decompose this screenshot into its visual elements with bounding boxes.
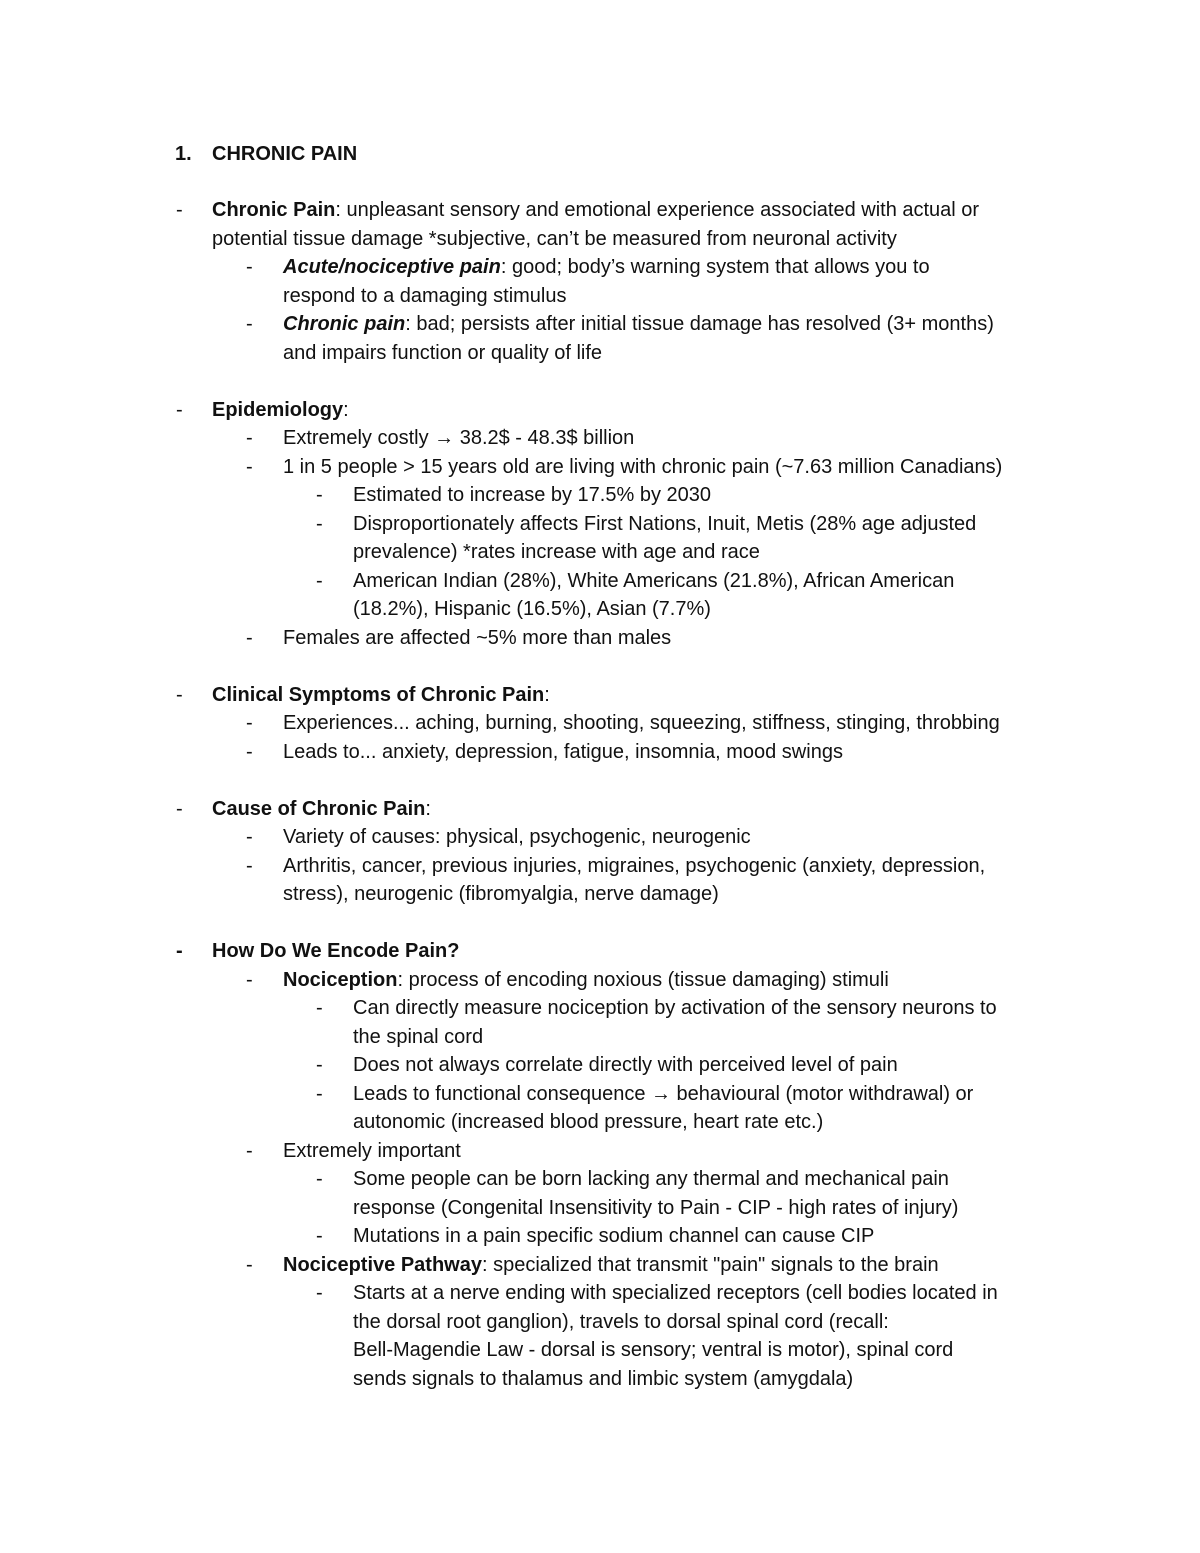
list-item-continuation: potential tissue damage *subjective, can’t be measured from neuronal activity [212,227,897,250]
bullet-dash: - [176,683,183,706]
bullet-dash: - [246,626,253,649]
list-item: - Mutations in a pain specific sodium channel can cause CIP [0,1222,1200,1251]
bullet-dash: - [246,455,253,478]
list-item: - Disproportionately affects First Nations, Inuit, Metis (28% age adjusted [0,510,1200,539]
list-item: - Leads to... anxiety, depression, fatigue, insomnia, mood swings [0,738,1200,767]
list-item: - Arthritis, cancer, previous injuries, migraines, psychogenic (anxiety, depression, [0,852,1200,881]
list-item: - Starts at a nerve ending with specialized receptors (cell bodies located in [0,1279,1200,1308]
term-cause: Cause of Chronic Pain [212,797,426,820]
list-item-continuation: (18.2%), Hispanic (16.5%), Asian (7.7%) [353,598,711,620]
list-item-continuation: Bell-Magendie Law - dorsal is sensory; ventral is motor), spinal cord [353,1339,954,1361]
list-item: - 1 in 5 people > 15 years old are living with chronic pain (~7.63 million Canadians) [0,453,1200,482]
definition-text: : unpleasant sensory and emotional experience associated with actual or [335,199,980,221]
list-item: - Can directly measure nociception by activation of the sensory neurons to [0,994,1200,1023]
list-item-continuation: and impairs function or quality of life [283,341,603,364]
list-item: - Females are affected ~5% more than males [0,624,1200,653]
notes-body [0,196,1200,1393]
list-item: - Nociception: process of encoding noxious (tissue damaging) stimuli [0,966,1200,995]
list-item: - Does not always correlate directly with perceived level of pain [0,1051,1200,1080]
list-item: - Epidemiology: [0,396,1200,425]
list-item-continuation: respond to a damaging stimulus [283,284,567,307]
bullet-dash: - [176,797,183,820]
list-item-continuation: stress), neurogenic (fibromyalgia, nerve damage) [283,883,719,905]
list-item-continuation: prevalence) *rates increase with age and race [353,541,760,563]
spacer [0,909,1200,938]
list-item-continuation: sends signals to thalamus and limbic system (amygdala) [353,1367,854,1390]
list-item: - Chronic pain: bad; persists after initial tissue damage has resolved (3+ months) [0,310,1200,339]
list-item: - Estimated to increase by 17.5% by 2030 [0,481,1200,510]
bullet-dash: - [316,484,323,506]
list-item-continuation: response (Congenital Insensitivity to Pain - CIP - high rates of injury) [353,1196,959,1219]
bullet-dash: - [316,1054,323,1076]
bullet-dash: - [246,313,253,335]
bullet-dash: - [246,1139,253,1162]
list-item: - Nociceptive Pathway: specialized that transmit "pain" signals to the brain [0,1251,1200,1280]
list-item: - Experiences... aching, burning, shooting, squeezing, stiffness, stinging, throbbing [0,709,1200,738]
term-chronic-pain-italic: Chronic pain [283,313,406,335]
bullet-dash: - [176,940,183,962]
list-item [0,937,1200,966]
bullet-dash: - [316,1282,323,1304]
bullet-dash: - [246,968,253,991]
bullet-dash: - [246,1253,253,1276]
term-nociception: Nociception [283,968,398,991]
bullet-dash: - [176,199,183,221]
list-item: - Some people can be born lacking any thermal and mechanical pain [0,1165,1200,1194]
spacer [0,652,1200,681]
bullet-dash: - [316,1168,323,1190]
list-item-continuation: the spinal cord [353,1025,484,1048]
bullet-dash: - [316,569,323,592]
term-clinical-symptoms: Clinical Symptoms of Chronic Pain [212,683,545,706]
list-item: - Acute/nociceptive pain: good; body’s warning system that allows you to [0,253,1200,282]
bullet-dash: - [246,740,253,763]
list-item: - Variety of causes: physical, psychogenic, neurogenic [0,823,1200,852]
list-item-continuation: autonomic (increased blood pressure, heart rate etc.) [353,1111,824,1133]
heading-number: 1. [175,143,192,165]
bullet-dash: - [316,512,323,535]
list-item: - Clinical Symptoms of Chronic Pain: [0,681,1200,710]
term-nociceptive-pathway: Nociceptive Pathway [283,1253,482,1276]
bullet-dash: - [316,997,323,1019]
list-item: - Leads to functional consequence → behavioural (motor withdrawal) or [0,1080,1200,1109]
spacer [0,367,1200,396]
list-item-continuation: the dorsal root ganglion), travels to dorsal spinal cord (recall: [353,1310,889,1333]
bullet-dash: - [246,712,253,734]
list-item: - Extremely costly → 38.2$ - 48.3$ billion [0,424,1200,453]
spacer [0,766,1200,795]
bullet-dash: - [246,826,253,848]
list-item: - Extremely important [0,1137,1200,1166]
bullet-dash: - [246,427,253,449]
bullet-dash: - [246,256,253,278]
bullet-dash: - [316,1225,323,1247]
term-acute-pain: Acute/nociceptive pain [283,256,501,278]
bullet-dash: - [176,398,183,421]
list-item: - Cause of Chronic Pain: [0,795,1200,824]
list-item [0,196,1200,225]
page-title [175,140,357,168]
heading-title: CHRONIC PAIN [212,143,358,165]
term-epidemiology: Epidemiology [212,398,344,421]
term-encode-pain: How Do We Encode Pain? [212,940,460,962]
bullet-dash: - [246,854,253,877]
bullet-dash: - [316,1082,323,1105]
list-item: - American Indian (28%), White Americans (21.8%), African American [0,567,1200,596]
term-chronic-pain: Chronic Pain [212,199,336,221]
